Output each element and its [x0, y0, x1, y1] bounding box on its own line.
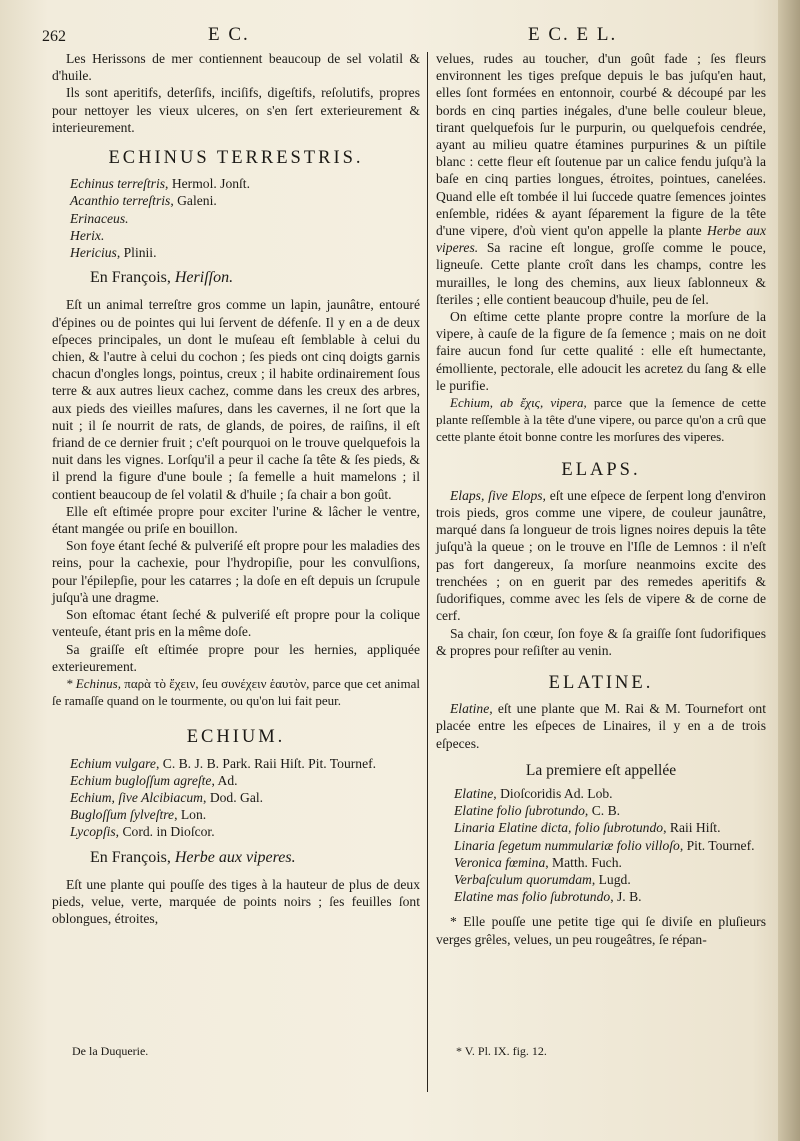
synonym-author: , Galeni. [170, 193, 217, 209]
synonym-name: Bugloſſum ſylveſtre [70, 807, 175, 823]
synonym-item [454, 785, 766, 802]
synonym-item [454, 871, 766, 888]
left-running-head: E C. [208, 24, 250, 45]
synonym-item [454, 802, 766, 819]
synonym-author: , Ad. [211, 772, 238, 788]
synonym-item [70, 244, 420, 261]
right-running-head: E C. E L. [528, 24, 618, 45]
synonym-name: Echium vulgare [70, 755, 156, 771]
text: eſt une eſpece de ſerpent long d'environ trois pieds, gros comme une vipere, de couleur jaunâtre, marqué dans ſa longueur de trois lignes noires depuis la tête juſqu'à la queue ; on le trouve en l'Iſle de Lemnos : il n'eſt pas fort dangereux, ſa morſure neanmoins excite des trenchées ; on en guerit par des remedes aperitifs & ſudorifiques, comme avec les ſels de vipere & de corne de cerf. [436, 487, 766, 624]
synonym-author: , J. B. [610, 889, 642, 905]
synonym-name: Elatine folio ſubrotundo [454, 803, 585, 819]
paragraph: * Elle pouſſe une petite tige qui ſe diviſe en pluſieurs verges grêles, velues, un peu rougeâtres, ſe répan- [436, 914, 766, 947]
synonym-author: , Lon. [174, 807, 207, 823]
synonym-author: , Pit. Tournef. [679, 837, 755, 853]
paragraph: Son foye étant ſeché & pulveriſé eſt propre pour les maladies des reins, pour la cachexie, pour l'hydropiſie, pour les convulſions, pour l'épilepſie, pour les catarres ; la doſe en eſt depuis un ſcrupule juſqu'à une dragme. [52, 538, 420, 605]
synonym-item [70, 806, 420, 823]
french-term: Herbe aux viperes. [174, 848, 296, 866]
note-label: Echium, ab ἔχις, vipera, [450, 395, 587, 411]
note-text: parce que la ſemence de cette plante reſſemble à la tête d'une vipere, ou parce qu'on a crû que cette plante étoit bonne contre les morſures des viperes. [436, 395, 766, 445]
synonym-list [70, 175, 420, 261]
paragraph: Son eſtomac étant ſeché & pulveriſé eſt propre pour la colique venteuſe, étant pris en la même doſe. [52, 607, 420, 640]
synonym-author: , Dioſcoridis Ad. Lob. [493, 785, 613, 801]
page-number: 262 [42, 28, 66, 45]
synonym-name: Elatine mas folio ſubrotundo [454, 889, 611, 905]
synonym-item [454, 888, 766, 905]
synonym-list [454, 785, 766, 905]
synonym-item [70, 789, 420, 806]
paragraph [436, 50, 766, 308]
greek-text: παρὰ τὸ ἔχειν, ſeu συνέχειν ἑαυτὸν, [120, 675, 310, 691]
synonym-item [70, 772, 420, 789]
synonym-author: , Hermol. Jonſt. [165, 176, 250, 192]
synonym-item [70, 823, 420, 840]
french-prefix: En François, [90, 848, 175, 866]
synonym-author: , Plinii. [116, 245, 157, 261]
left-column [52, 50, 420, 927]
synonym-author: , Cord. in Dioſcor. [115, 824, 215, 840]
synonym-item [70, 175, 420, 192]
synonym-item [70, 210, 420, 227]
italic-term: Herbe aux viperes. [436, 223, 766, 256]
entry-term: Elaps, ſive Elops, [450, 487, 546, 503]
column-divider [427, 52, 428, 1092]
synonym-name: Linaria Elatine dicta, folio ſubrotundo [454, 820, 664, 836]
subheading: La premiere eſt appellée [525, 761, 677, 779]
synonym-author: , Raii Hiſt. [663, 820, 721, 836]
french-term: Heriſſon. [174, 269, 234, 287]
synonym-name: Herix. [70, 227, 105, 243]
etymology-note [436, 394, 766, 446]
paragraph: Eſt une plante qui pouſſe des tiges à la hauteur de plus de deux pieds, velue, verte, marquée de points noirs ; ſes feuilles ſont oblongues, étroites, [52, 876, 420, 927]
synonym-item [70, 755, 420, 772]
synonym-item [70, 192, 420, 209]
synonym-name: Veronica fœmina [454, 854, 546, 870]
paragraph: Eſt un animal terreſtre gros comme un lapin, jaunâtre, entouré d'épines ou de pointes qui lui ſervent de défenſe. Il y en a de deux eſpeces principales, un dont le muſeau eſt ſemblable à celui du chien, & l'autre à celui du cochon ; ſes pieds ont cinq doigts garnis chacun d'ongles longs, pointus, creux ; il habite ordinairement ſous terre & aux autres lieux cachez, comme dans les creux des arbres, aux pieds des vieilles maſures, dans les cavernes, il ne ſort que la nuit ; il ſe nourrit de rats, de glands, de poires, de raiſins, il eſt friand de ce dernier fruit ; c'eſt pourquoi on le trouve quelquefois la nuit dans les vignes. Lorſqu'il a peur il cache ſa tête & ſes pieds, & il prend la figure d'une boule ; ſa femelle a huit mamelons ; il contient beaucoup de ſel volatil & d'huile ; ſa chair a bon goût. [52, 297, 420, 502]
note-label: * Echinus, [66, 675, 121, 691]
synonym-author: , Lugd. [591, 871, 631, 887]
paragraph: Les Herissons de mer contiennent beaucoup de sel volatil & d'huile. [52, 51, 420, 84]
synonym-list [70, 755, 420, 841]
plate-reference: * V. Pl. IX. fig. 12. [456, 1044, 547, 1058]
synonym-item [70, 227, 420, 244]
paragraph [436, 487, 766, 625]
etymology-note [52, 675, 420, 709]
synonym-name: Echinus terreſtris [70, 176, 166, 192]
synonym-name: Lycopſis [70, 824, 116, 840]
synonym-author: , Matth. Fuch. [545, 854, 622, 870]
synonym-item [454, 819, 766, 836]
synonym-name: Verbaſculum quorumdam [454, 871, 592, 887]
synonym-item [454, 837, 766, 854]
entry-title-echinus-terrestris: ECHINUS TERRESTRIS. [108, 148, 364, 169]
synonym-author: , Dod. Gal. [203, 789, 264, 805]
paragraph [436, 700, 766, 752]
french-name [90, 269, 420, 286]
paragraph: Ils sont aperitifs, deterſifs, inciſifs, digeſtifs, reſolutifs, propres pour nettoyer les vieux ulceres, on s'en ſert exterieurement & interieurement. [52, 85, 420, 135]
paragraph: Elle eſt eſtimée propre pour exciter l'urine & lâcher le ventre, étant mangée ou priſe en bouillon. [52, 503, 420, 537]
synonym-name: Linaria ſegetum nummulariæ folio villoſo [454, 837, 680, 853]
text: velues, rudes au toucher, d'un goût fade ; ſes fleurs environnent les tiges preſque depuis le bas juſqu'en haut, elles ſont formées en entonnoir, courbé & découpé par les bords en cinq parties inégales, d'une belle couleur bleue, tirant quelquefois ſur le purpurin, ou quelquefois cendrée, ayant au milieu quatre étamines purpurines & un piſtile blanc : cette fleur eſt ſoutenue par un calice fendu juſqu'à la baſe en cinq parties longues, étroites, pointues, canelées. Quand elle eſt tombée il lui ſuccede quatre ſemences jointes enſemble, ridées & ayant ſéparement la figure de la tête d'une vipere, d'où vient qu'on appelle la plante [436, 51, 766, 239]
paragraph: Sa chair, ſon cœur, ſon foye & ſa graiſſe ſont ſudorifiques & propres pour reſiſter au venin. [436, 625, 766, 658]
synonym-name: Acanthio terreſtris [70, 193, 171, 209]
synonym-author: , C. B. [584, 803, 621, 819]
synonym-name: Echium, ſive Alcibiacum [70, 789, 204, 805]
right-column [436, 50, 766, 948]
text: Sa racine eſt longue, groſſe comme le pouce, ligneuſe. Cette plante croît dans les champs, contre les murailles, le long des chemins, aux lieux ſablonneux & ſteriles ; elle contient beaucoup d'huile, peu de ſel. [436, 240, 766, 307]
synonym-name: Elatine [454, 785, 494, 801]
french-name [90, 849, 420, 866]
synonym-name: Erinaceus. [70, 210, 129, 226]
synonym-name: Echium bugloſſum agreſte [70, 772, 212, 788]
signature-mark: De la Duquerie. [72, 1044, 149, 1058]
note-text: parce que cet animal ſe ramaſſe quand on le tourmente, ou qu'on lui fait peur. [52, 675, 421, 709]
entry-title-echium: ECHIUM. [186, 727, 286, 748]
entry-term: Elatine, [450, 701, 493, 717]
synonym-author: , C. B. J. B. Park. Raii Hiſt. Pit. Tournef. [155, 755, 377, 771]
entry-title-elaps: ELAPS. [561, 459, 641, 480]
synonym-item [454, 854, 766, 871]
paragraph: On eſtime cette plante propre contre la morſure de la vipere, à cauſe de la figure de ſa ſemence ; mais on ne doit faire aucun fond ſur cette qualité : elle eſt humectante, émolliente, pectorale, elle adoucit les acretez du ſang & elle le purifie. [436, 309, 766, 393]
text: eſt une plante que M. Rai & M. Tournefort ont placée entre les eſpeces de Linaires, il y en a de trois eſpeces. [436, 701, 766, 751]
french-prefix: En François, [90, 269, 175, 287]
paragraph: Sa graiſſe eſt eſtimée propre pour les hernies, appliquée exterieurement. [52, 641, 420, 674]
entry-title-elatine: ELATINE. [548, 672, 654, 693]
synonym-name: Hericius [70, 245, 117, 261]
book-binding-edge [778, 0, 800, 1141]
